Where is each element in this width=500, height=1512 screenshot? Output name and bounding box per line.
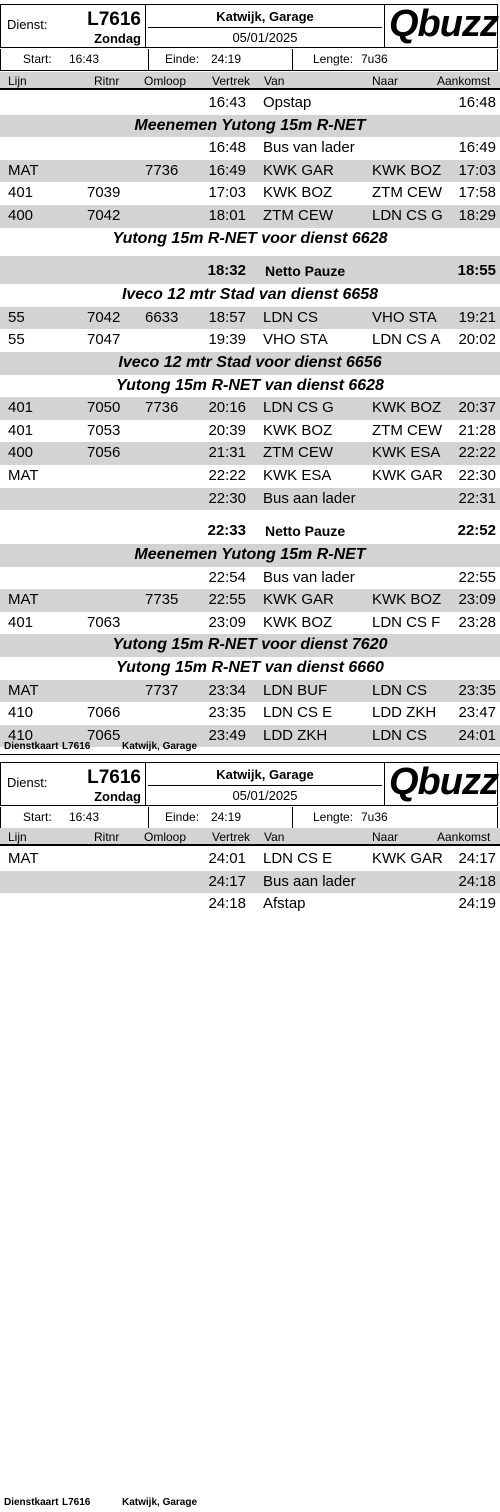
cell-aankomst: 23:09 [458, 591, 496, 609]
trip-row [0, 205, 500, 228]
dienst-day: Zondag [94, 789, 141, 804]
cell-vertrek: 22:54 [208, 568, 246, 586]
trip-row [0, 871, 500, 894]
end-cell [149, 49, 293, 70]
trip-row [0, 893, 500, 916]
col-vertrek: Vertrek [212, 830, 251, 844]
col-lijn: Lijn [8, 74, 27, 88]
cell-vertrek: 20:16 [208, 399, 246, 417]
cell-van: KWK BOZ [263, 613, 333, 631]
trip-row [0, 567, 500, 590]
cell-aankomst: 22:30 [458, 466, 496, 484]
vehicle-note-row [0, 657, 500, 680]
footer-dienst: L7616 [62, 741, 91, 752]
col-van: Van [264, 74, 285, 88]
vehicle-note: Yutong 15m R-NET voor dienst 7620 [112, 636, 388, 654]
footer-label: Dienstkaart [4, 1497, 59, 1508]
start-label: Start: [23, 810, 52, 824]
cell-ritnr: 7063 [87, 613, 121, 631]
end-label: Einde: [165, 810, 200, 824]
col-omloop: Omloop [144, 74, 187, 88]
cell-aankomst: 20:02 [458, 331, 496, 349]
length-value: 7u36 [361, 810, 388, 824]
cell-van: ZTM CEW [263, 444, 333, 462]
vehicle-note: Meenemen Yutong 15m R-NET [134, 116, 366, 134]
cell-aankomst: 19:21 [458, 308, 496, 326]
cell-naar: LDN CS [372, 726, 428, 744]
end-time: 24:19 [211, 810, 242, 824]
cell-lijn: MAT [8, 681, 39, 699]
vehicle-note: Yutong 15m R-NET van dienst 6628 [116, 376, 384, 394]
vehicle-note-row [0, 634, 500, 657]
trip-row [0, 397, 500, 420]
cell-van: VHO STA [263, 331, 328, 349]
cell-van: Netto Pauze [265, 263, 346, 280]
cell-ritnr: 7056 [87, 444, 121, 462]
start-label: Start: [23, 52, 52, 66]
dienst-day: Zondag [94, 31, 141, 46]
cell-vertrek: 18:32 [207, 262, 246, 280]
cell-aankomst: 24:17 [458, 850, 496, 867]
cell-van: LDN CS G [263, 399, 334, 417]
trip-table [0, 848, 500, 916]
col-aankomst: Aankomst [437, 830, 491, 844]
divider [148, 27, 382, 28]
end-time: 24:19 [211, 52, 242, 66]
cell-lijn: MAT [8, 161, 39, 179]
depot-cell [145, 5, 385, 47]
cell-aankomst: 23:47 [458, 704, 496, 722]
column-header [0, 828, 500, 846]
cell-vertrek: 18:57 [208, 308, 246, 326]
cell-van: KWK GAR [263, 161, 334, 179]
cell-naar: LDN CS A [372, 331, 441, 349]
trip-row [0, 307, 500, 330]
start-time: 16:43 [69, 52, 100, 66]
col-aankomst: Aankomst [437, 74, 491, 88]
cell-van: LDN CS E [263, 704, 333, 722]
cell-van: Opstap [263, 94, 312, 111]
trip-row [0, 442, 500, 465]
cell-aankomst: 23:28 [458, 613, 496, 631]
cell-naar: ZTM CEW [372, 421, 442, 439]
dienst-cell [1, 5, 145, 47]
cell-lijn: 410 [8, 704, 34, 722]
cell-van: Bus van lader [263, 568, 355, 586]
trip-row [0, 488, 500, 511]
cell-naar: LDD ZKH [372, 704, 437, 722]
cell-vertrek: 21:31 [208, 444, 246, 462]
start-cell [1, 807, 149, 828]
dienst-cell [1, 763, 145, 805]
length-label: Lengte: [313, 52, 354, 66]
vehicle-note-row [0, 375, 500, 398]
cell-vertrek: 22:30 [208, 489, 246, 507]
cell-van: ZTM CEW [263, 206, 333, 224]
cell-van: Bus van lader [263, 139, 355, 157]
cell-vertrek: 23:49 [208, 726, 246, 744]
cell-lijn: MAT [8, 850, 39, 867]
cell-omloop: 7737 [145, 681, 179, 699]
vehicle-note: Yutong 15m R-NET voor dienst 6628 [112, 229, 388, 247]
cell-ritnr: 7042 [87, 206, 121, 224]
trip-row [0, 420, 500, 443]
cell-lijn: 400 [8, 206, 34, 224]
column-header [0, 72, 500, 90]
depot-name: Katwijk, Garage [216, 9, 314, 24]
end-label: Einde: [165, 52, 200, 66]
dienstkaart-page-1 [0, 0, 500, 755]
trip-row [0, 137, 500, 160]
col-van: Van [264, 830, 285, 844]
trip-row [0, 848, 500, 871]
cell-lijn: 400 [8, 444, 34, 462]
cell-aankomst: 18:55 [457, 262, 496, 280]
cell-lijn: 55 [8, 331, 25, 349]
cell-van: LDN BUF [263, 681, 328, 699]
cell-naar: KWK BOZ [372, 399, 442, 417]
dienst-number: L7616 [87, 9, 141, 30]
cell-vertrek: 17:03 [208, 184, 246, 202]
trip-row [0, 160, 500, 183]
info-bar [0, 807, 498, 829]
footer-label: Dienstkaart [4, 741, 59, 752]
cell-ritnr: 7047 [87, 331, 121, 349]
cell-aankomst: 24:19 [458, 895, 496, 913]
cell-van: LDD ZKH [263, 726, 328, 744]
trip-row [0, 702, 500, 725]
header [0, 4, 498, 48]
service-date: 05/01/2025 [232, 788, 298, 803]
cell-lijn: 401 [8, 399, 34, 417]
dienst-number: L7616 [87, 767, 141, 788]
cell-vertrek: 24:17 [208, 872, 246, 890]
cell-van: KWK BOZ [263, 421, 333, 439]
cell-vertrek: 22:33 [207, 522, 246, 540]
vehicle-note: Iveco 12 mtr Stad van dienst 6658 [121, 286, 379, 304]
cell-naar: KWK GAR [372, 466, 443, 484]
cell-naar: KWK BOZ [372, 161, 442, 179]
vehicle-note: Yutong 15m R-NET van dienst 6660 [116, 659, 384, 677]
cell-vertrek: 22:22 [208, 466, 246, 484]
logo-cell [385, 763, 497, 805]
trip-row [0, 465, 500, 488]
cell-aankomst: 21:28 [458, 421, 496, 439]
header [0, 762, 498, 806]
length-cell [293, 807, 497, 828]
cell-ritnr: 7053 [87, 421, 121, 439]
cell-aankomst: 16:48 [458, 94, 496, 111]
start-time: 16:43 [69, 810, 100, 824]
trip-row [0, 329, 500, 352]
length-cell [293, 49, 497, 70]
cell-vertrek: 16:48 [208, 139, 246, 157]
trip-row [0, 589, 500, 612]
cell-van: Afstap [263, 895, 306, 913]
dienst-label: Dienst: [7, 775, 48, 790]
cell-vertrek: 16:49 [208, 161, 246, 179]
cell-omloop: 6633 [145, 308, 179, 326]
cell-vertrek: 18:01 [208, 206, 246, 224]
cell-aankomst: 16:49 [458, 139, 496, 157]
cell-vertrek: 23:34 [208, 681, 246, 699]
col-omloop: Omloop [144, 830, 187, 844]
length-value: 7u36 [361, 52, 388, 66]
cell-ritnr: 7039 [87, 184, 121, 202]
cell-vertrek: 23:35 [208, 704, 246, 722]
cell-van: LDN CS [263, 308, 319, 326]
cell-van: LDN CS E [263, 850, 333, 867]
cell-lijn: 401 [8, 421, 34, 439]
cell-lijn: 410 [8, 726, 34, 744]
vehicle-note: Meenemen Yutong 15m R-NET [134, 546, 366, 564]
col-naar: Naar [372, 74, 399, 88]
cell-naar: LDN CS G [372, 206, 443, 224]
info-bar [0, 49, 498, 71]
cell-lijn: 401 [8, 613, 34, 631]
cell-aankomst: 20:37 [458, 399, 496, 417]
cell-omloop: 7736 [145, 161, 179, 179]
cell-aankomst: 24:01 [458, 726, 496, 744]
cell-aankomst: 22:31 [458, 489, 496, 507]
cell-aankomst: 22:22 [458, 444, 496, 462]
cell-vertrek: 24:18 [208, 895, 246, 913]
cell-vertrek: 23:09 [208, 613, 246, 631]
depot-name: Katwijk, Garage [216, 767, 314, 782]
cell-naar: KWK ESA [372, 444, 441, 462]
trip-row [0, 182, 500, 205]
footer-depot: Katwijk, Garage [122, 1497, 198, 1508]
divider [148, 785, 382, 786]
col-vertrek: Vertrek [212, 74, 251, 88]
service-date: 05/01/2025 [232, 30, 298, 45]
logo-cell [385, 5, 497, 47]
cell-van: KWK GAR [263, 591, 334, 609]
vehicle-note: Iveco 12 mtr Stad voor dienst 6656 [118, 353, 382, 371]
trip-table [0, 92, 500, 747]
pause-row [0, 516, 500, 544]
col-ritnr: Ritnr [94, 74, 120, 88]
cell-ritnr: 7050 [87, 399, 121, 417]
cell-aankomst: 17:58 [458, 184, 496, 202]
cell-omloop: 7736 [145, 399, 179, 417]
cell-lijn: 55 [8, 308, 25, 326]
footer-depot: Katwijk, Garage [122, 741, 198, 752]
cell-aankomst: 23:35 [458, 681, 496, 699]
cell-vertrek: 24:01 [208, 850, 246, 867]
cell-omloop: 7735 [145, 591, 179, 609]
cell-aankomst: 22:52 [457, 522, 496, 540]
col-lijn: Lijn [8, 830, 27, 844]
cell-naar: LDN CS [372, 681, 428, 699]
cell-ritnr: 7042 [87, 308, 121, 326]
cell-naar: ZTM CEW [372, 184, 442, 202]
vehicle-note-row [0, 544, 500, 567]
cell-naar: KWK BOZ [372, 591, 442, 609]
cell-van: KWK ESA [263, 466, 332, 484]
length-label: Lengte: [313, 810, 354, 824]
qbuzz-logo: Qbuzz [389, 3, 498, 45]
cell-vertrek: 22:55 [208, 591, 246, 609]
cell-van: KWK BOZ [263, 184, 333, 202]
cell-naar: LDN CS F [372, 613, 441, 631]
footer-dienst: L7616 [62, 1497, 91, 1508]
depot-cell [145, 763, 385, 805]
cell-aankomst: 18:29 [458, 206, 496, 224]
col-naar: Naar [372, 830, 399, 844]
dienstkaart-page-2 [0, 755, 500, 1512]
qbuzz-logo: Qbuzz [389, 761, 498, 803]
cell-naar: VHO STA [372, 308, 437, 326]
cell-lijn: MAT [8, 591, 39, 609]
cell-van: Bus aan lader [263, 489, 356, 507]
cell-ritnr: 7065 [87, 726, 121, 744]
vehicle-note-row [0, 115, 500, 138]
col-ritnr: Ritnr [94, 830, 120, 844]
cell-vertrek: 20:39 [208, 421, 246, 439]
end-cell [149, 807, 293, 828]
vehicle-note-row [0, 284, 500, 307]
cell-vertrek: 16:43 [208, 94, 246, 111]
cell-lijn: 401 [8, 184, 34, 202]
vehicle-note-row [0, 352, 500, 375]
cell-van: Netto Pauze [265, 523, 346, 540]
cell-ritnr: 7066 [87, 704, 121, 722]
cell-aankomst: 17:03 [458, 161, 496, 179]
trip-row [0, 612, 500, 635]
trip-row [0, 92, 500, 115]
pause-row [0, 256, 500, 284]
cell-van: Bus aan lader [263, 872, 356, 890]
cell-aankomst: 24:18 [458, 872, 496, 890]
cell-naar: KWK GAR [372, 850, 443, 867]
start-cell [1, 49, 149, 70]
cell-vertrek: 19:39 [208, 331, 246, 349]
cell-lijn: MAT [8, 466, 39, 484]
vehicle-note-row [0, 228, 500, 251]
cell-aankomst: 22:55 [458, 568, 496, 586]
dienst-label: Dienst: [7, 17, 48, 32]
trip-row [0, 680, 500, 703]
